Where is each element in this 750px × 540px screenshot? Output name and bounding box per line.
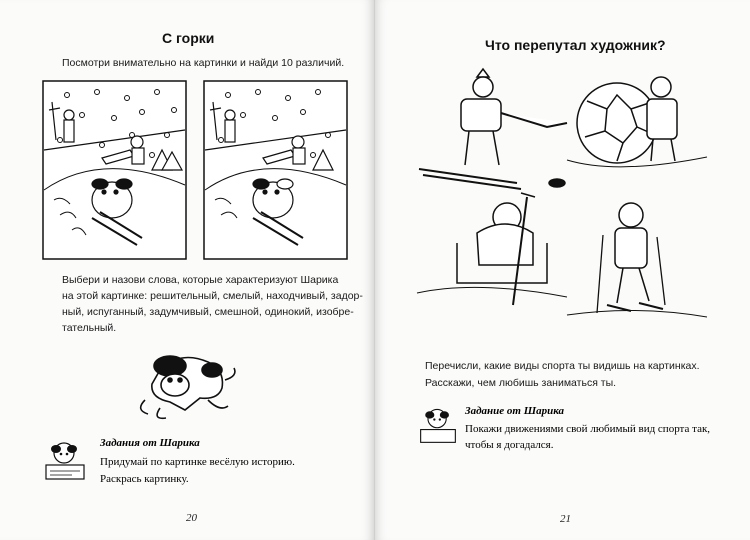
- left-page-instruction: Посмотри внимательно на картинки и найди 10 различий.: [62, 57, 345, 69]
- description-line: на этой картинке: решительный, смелый, находчивый, задор-: [62, 290, 363, 302]
- left-task-line: Придумай по картинке весёлую историю.: [100, 456, 295, 468]
- sharik-task-icon: [42, 437, 88, 483]
- left-page-description: [62, 272, 363, 336]
- description-line: Выбери и назови слова, которые характеризуют Шарика: [62, 274, 339, 286]
- page-number-right: 21: [560, 513, 571, 525]
- sledding-picture-right: [203, 80, 348, 260]
- left-task-title: Задания от Шарика: [100, 437, 200, 449]
- left-task-line: Раскрась картинку.: [100, 473, 189, 485]
- description-line: тательный.: [62, 322, 117, 334]
- sports-mixup-illustration: [417, 65, 717, 325]
- left-page-title: С горки: [162, 30, 215, 46]
- question-line: Перечисли, какие виды спорта ты видишь на картинках.: [425, 360, 700, 372]
- dog-sharik-illustration: [130, 340, 240, 422]
- right-task-line: Покажи движениями свой любимый вид спорта так,: [465, 423, 711, 435]
- question-line: Расскажи, чем любишь заниматься ты.: [425, 377, 617, 389]
- right-task-line: чтобы я догадался.: [465, 439, 554, 451]
- right-page-title: Что перепутал художник?: [485, 37, 666, 53]
- page-number-left: 20: [186, 512, 197, 524]
- description-line: ный, испуганный, задумчивый, смешной, одинокий, изобре-: [62, 306, 354, 318]
- sledding-picture-left: [42, 80, 187, 260]
- right-page: [375, 0, 750, 540]
- right-task-title: Задание от Шарика: [465, 405, 565, 417]
- right-page-questions: [425, 358, 700, 392]
- sharik-task-icon: [417, 404, 459, 446]
